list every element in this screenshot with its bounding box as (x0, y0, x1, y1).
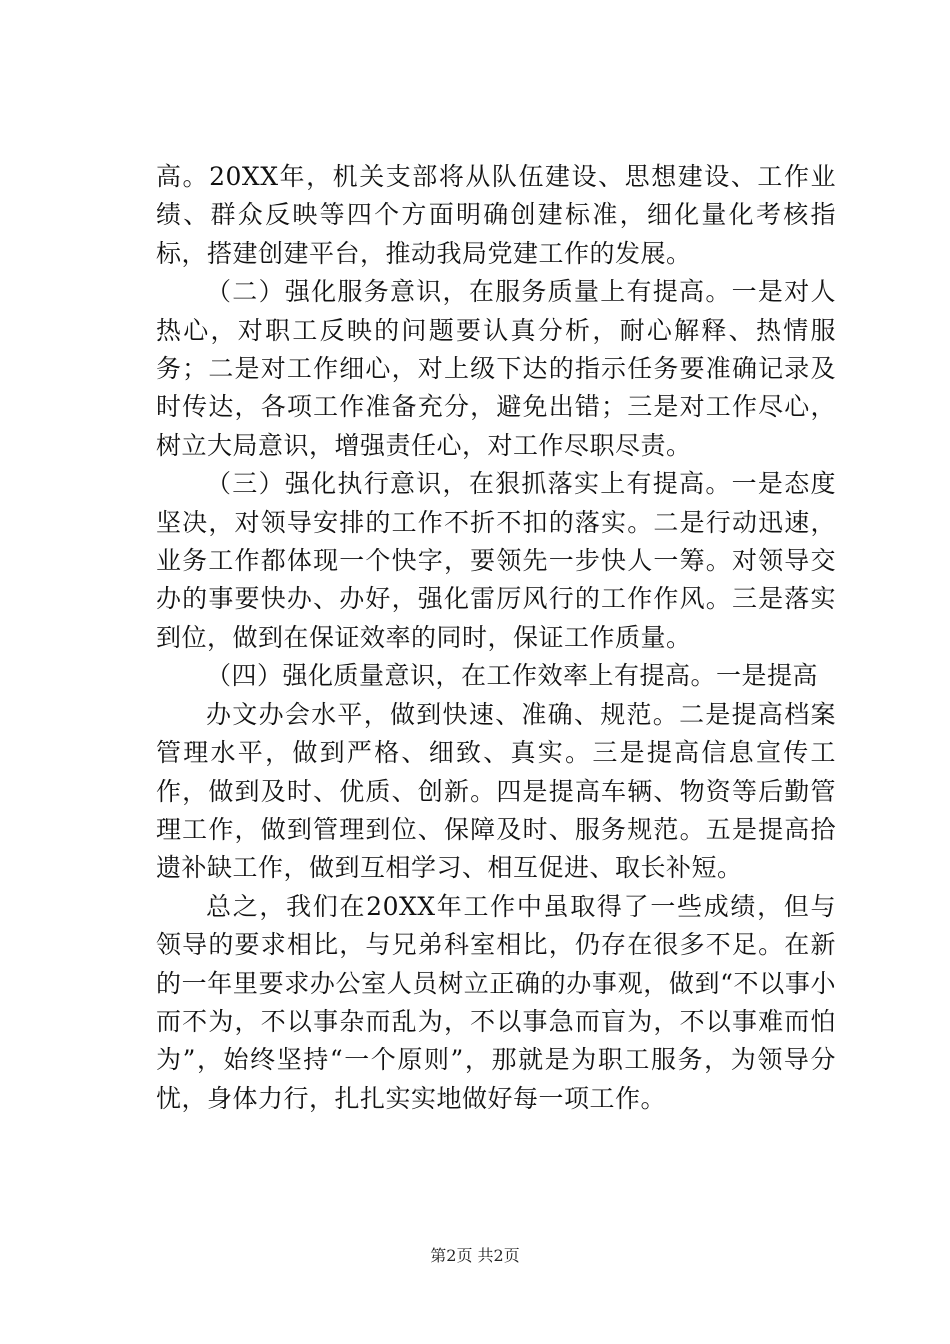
document-body (156, 158, 836, 1118)
paragraph-quality-awareness-body: 办文办会水平，做到快速、准确、规范。二是提高档案管理水平，做到严格、细致、真实。三是提高信息宣传工作，做到及时、优质、创新。四是提高车辆、物资等后勤管理工作，做到管理到位、保障及时、服务规范。五是提高拾遗补缺工作，做到互相学习、相互促进、取长补短。 (156, 699, 836, 883)
paragraph-continuation: 高。20XX年，机关支部将从队伍建设、思想建设、工作业绩、群众反映等四个方面明确创建标准，细化量化考核指标，搭建创建平台，推动我局党建工作的发展。 (156, 162, 836, 268)
paragraph-execution-awareness: （三）强化执行意识，在狠抓落实上有提高。一是态度坚决，对领导安排的工作不折不扣的落实。二是行动迅速，业务工作都体现一个快字，要领先一步快人一筹。对领导交办的事要快办、办好，强化雷厉风行的工作作风。三是落实到位，做到在保证效率的同时，保证工作质量。 (156, 469, 836, 652)
page-number-footer: 第2页 共2页 (430, 1246, 520, 1265)
paragraph-service-awareness: （二）强化服务意识，在服务质量上有提高。一是对人热心，对职工反映的问题要认真分析，耐心解释、热情服务；二是对工作细心，对上级下达的指示任务要准确记录及时传达，各项工作准备充分，避免出错；三是对工作尽心，树立大局意识，增强责任心，对工作尽职尽责。 (156, 277, 836, 460)
paragraph-conclusion: 总之，我们在20XX年工作中虽取得了一些成绩，但与领导的要求相比，与兄弟科室相比，仍存在很多不足。在新的一年里要求办公室人员树立正确的办事观，做到“不以事小而不为，不以事杂而乱为，不以事急而盲为，不以事难而怕为”，始终坚持“一个原则”，那就是为职工服务，为领导分忧，身体力行，扎扎实实地做好每一项工作。 (156, 891, 836, 1113)
paragraph-quality-awareness-heading: （四）强化质量意识，在工作效率上有提高。一是提高 (206, 661, 819, 691)
